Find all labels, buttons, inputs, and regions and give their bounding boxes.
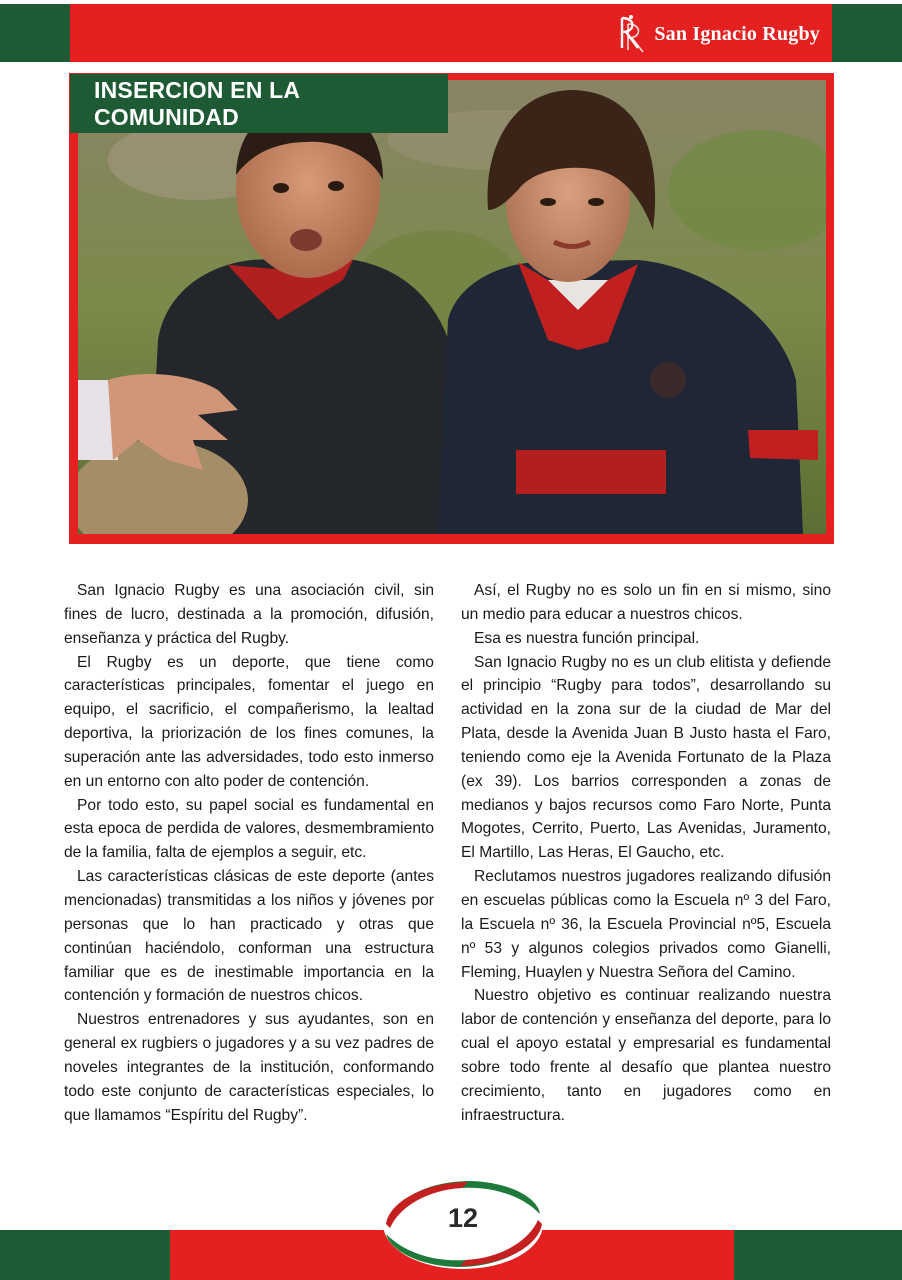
brand xyxy=(616,12,820,56)
paragraph: Nuestro objetivo es continuar realizando nuestra labor de contención y enseñanza del deporte, para lo cual el apoyo estatal y empresarial es fundamental sobre todo frente al desafío que plantea nuestro crecimiento, tanto en jugadores como en infraestructura. xyxy=(461,987,831,1124)
paragraph: Esa es nuestra función principal. xyxy=(474,629,700,647)
paragraph: Reclutamos nuestros jugadores realizando difusión en escuelas públicas como la Escuela nº 3 del Faro, la Escuela nº 36, la Escuela Provincial nº5, Escuela nº 53 y algunos colegios privados como Gianelli, Fleming, Huaylen y Nuestra Señora del Camino. xyxy=(461,868,831,981)
paragraph: El Rugby es un deporte, que tiene como características principales, fomentar el juego en equipo, el sacrificio, el compañerismo, la lealtad deportiva, la priorización de los fines comunes, la superación ante las adversidades, todo esto inmerso en un entorno con alto poder de contención. xyxy=(64,653,434,790)
footer-stripe-left xyxy=(0,1230,170,1280)
two-boys-rugby-photo xyxy=(78,80,826,534)
paragraph: Las características clásicas de este deporte (antes mencionadas) transmitidas a los niños y jóvenes por personas que lo han practicado y otras que continúan haciéndolo, conforman una estructura familiar que es de inestimable importancia en la contención y formación de nuestros chicos. xyxy=(64,868,434,1005)
brand-name: San Ignacio Rugby xyxy=(654,22,820,45)
paragraph: Nuestros entrenadores y sus ayudantes, son en general ex rugbiers o jugadores y a su vez padres de noveles integrantes de la institución, conformando todo este conjunto de características especiales, lo que llamamos “Espíritu del Rugby”. xyxy=(64,1011,434,1124)
paragraph: San Ignacio Rugby es una asociación civil, sin fines de lucro, destinada a la promoción, difusión, enseñanza y práctica del Rugby. xyxy=(64,582,434,647)
section-title: INSERCION EN LA COMUNIDAD xyxy=(70,74,448,133)
header-stripe-right xyxy=(832,4,902,62)
header-divider xyxy=(0,62,902,65)
header-stripe-left xyxy=(0,4,70,62)
page-number: 12 xyxy=(447,1202,479,1233)
sir-monogram-icon xyxy=(616,14,646,54)
paragraph: San Ignacio Rugby no es un club elitista y defiende el principio “Rugby para todos”, desarrollando su actividad en la zona sur de la ciudad de Mar del Plata, desde la Avenida Juan B Justo hasta el Faro, teniendo como eje la Avenida Fortunato de la Plaza (ex 39). Los barrios corresponden a zonas de medianos y bajos recursos como Faro Norte, Punta Mogotes, Cerrito, Puerto, Las Avenidas, Juramento, El Martillo, Las Heras, El Gaucho, etc. xyxy=(461,653,831,862)
text-column-right xyxy=(461,579,831,1127)
paragraph: Por todo esto, su papel social es fundamental en esta epoca de perdida de valores, desmembramiento de la familia, falta de ejemplos a seguir, etc. xyxy=(64,796,434,862)
footer-stripe-right xyxy=(734,1230,902,1280)
paragraph: Así, el Rugby no es solo un fin en si mismo, sino un medio para educar a nuestros chicos. xyxy=(461,582,831,623)
text-column-left xyxy=(64,579,434,1127)
